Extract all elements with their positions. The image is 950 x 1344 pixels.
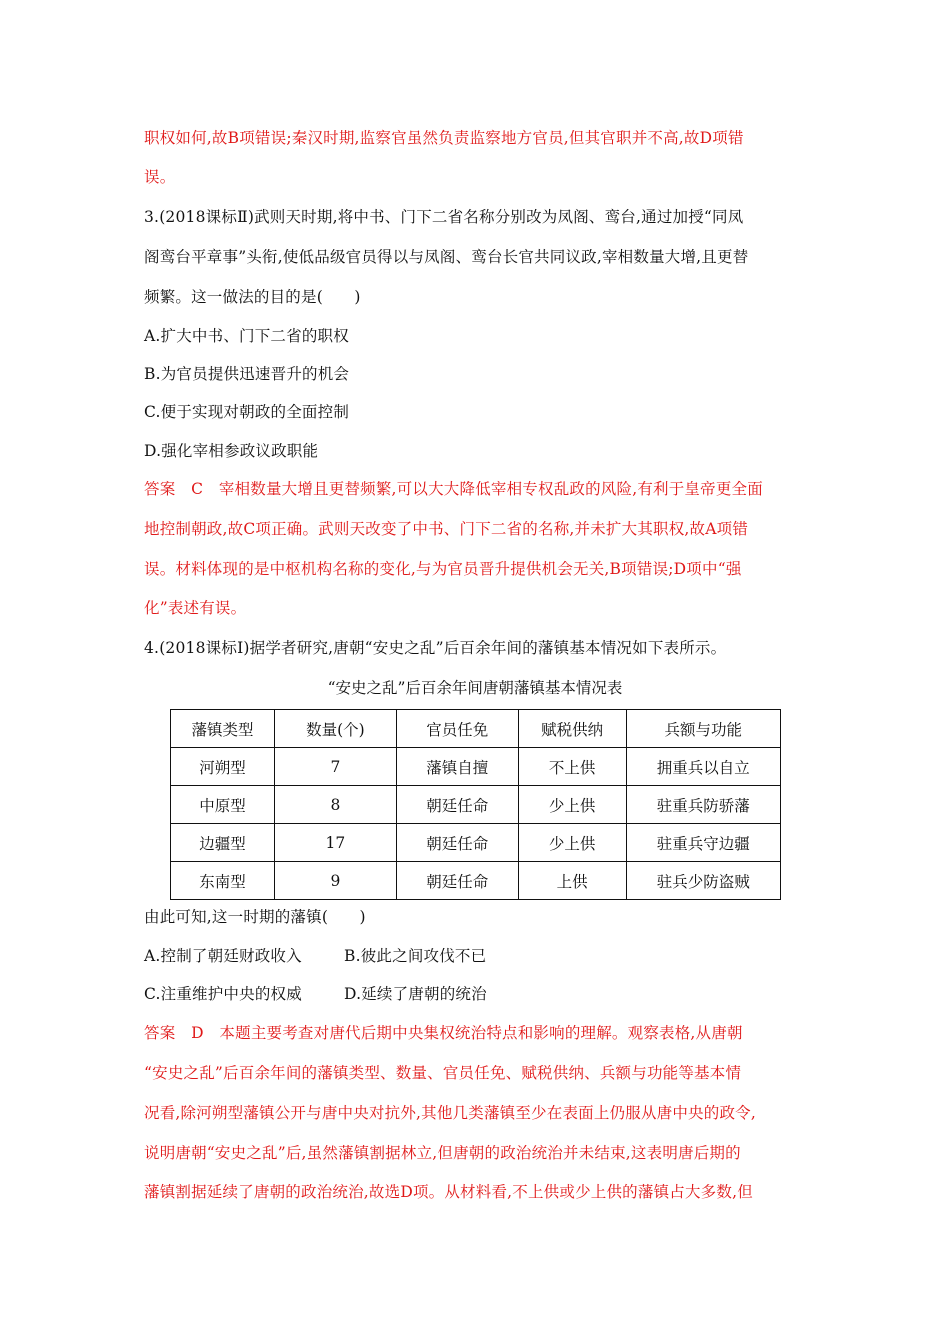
table-header-cell: 数量(个) (274, 710, 396, 748)
table-cell: 朝廷任命 (396, 824, 518, 862)
table-cell: 8 (274, 786, 396, 824)
question3-stem-line-1: 3.(2018课标Ⅱ)武则天时期,将中书、门下二省名称分别改为凤阁、鸾台,通过加授“同凤 (144, 208, 744, 226)
table-cell: 拥重兵以自立 (626, 748, 780, 786)
answer4-line-3: 况看,除河朔型藩镇公开与唐中央对抗外,其他几类藩镇至少在表面上仍服从唐中央的政令, (144, 1104, 756, 1122)
answer4-line-4: 说明唐朝“安史之乱”后,虽然藩镇割据林立,但唐朝的政治统治并未结束,这表明唐后期的 (144, 1144, 741, 1162)
table-cell: 不上供 (518, 748, 626, 786)
question4-stem: 由此可知,这一时期的藩镇( ) (144, 908, 366, 926)
table-cell: 边疆型 (171, 824, 275, 862)
answer2-continuation-line-1: 职权如何,故B项错误;秦汉时期,监察官虽然负责监察地方官员,但其官职并不高,故D项错 (144, 129, 744, 147)
table-header-row (171, 710, 781, 748)
table-cell: 东南型 (171, 862, 275, 900)
question4-options-row-2 (144, 983, 814, 1005)
table-header-cell: 官员任免 (396, 710, 518, 748)
question3-option-c: C.便于实现对朝政的全面控制 (144, 403, 350, 421)
question3-option-a: A.扩大中书、门下二省的职权 (144, 327, 349, 345)
question4-intro: 4.(2018课标Ⅰ)据学者研究,唐朝“安史之乱”后百余年间的藩镇基本情况如下表所示。 (144, 639, 727, 657)
table-caption: “安史之乱”后百余年间唐朝藩镇基本情况表 (327, 679, 623, 697)
answer3-line-3: 误。材料体现的是中枢机构名称的变化,与为官员晋升提供机会无关,B项错误;D项中“强 (144, 560, 742, 578)
answer4-line-5: 藩镇割据延续了唐朝的政治统治,故选D项。从材料看,不上供或少上供的藩镇占大多数,但 (144, 1183, 753, 1201)
answer4-line-1: 答案 D 本题主要考查对唐代后期中央集权统治特点和影响的理解。观察表格,从唐朝 (144, 1024, 743, 1042)
question3-stem-line-2: 阁鸾台平章事”头衔,使低品级官员得以与凤阁、鸾台长官共同议政,宰相数量大增,且更替 (144, 248, 749, 266)
question4-options-row-1 (144, 945, 814, 967)
table-cell: 驻兵少防盗贼 (626, 862, 780, 900)
table-header-cell: 藩镇类型 (171, 710, 275, 748)
table-cell: 河朔型 (171, 748, 275, 786)
answer2-continuation-line-2: 误。 (144, 168, 176, 186)
answer3-line-4: 化”表述有误。 (144, 599, 247, 617)
table-cell: 17 (274, 824, 396, 862)
table-row (171, 786, 781, 824)
table-cell: 驻重兵守边疆 (626, 824, 780, 862)
table-cell: 上供 (518, 862, 626, 900)
question4-option-a: A.控制了朝廷财政收入 (144, 947, 302, 965)
table-cell: 9 (274, 862, 396, 900)
question3-option-b: B.为官员提供迅速晋升的机会 (144, 365, 350, 383)
table-row (171, 824, 781, 862)
table-cell: 少上供 (518, 786, 626, 824)
fanzhen-table (170, 709, 781, 900)
table-cell: 中原型 (171, 786, 275, 824)
question3-option-d: D.强化宰相参政议政职能 (144, 442, 319, 460)
answer3-line-1: 答案 C 宰相数量大增且更替频繁,可以大大降低宰相专权乱政的风险,有利于皇帝更全面 (144, 480, 763, 498)
table-cell: 朝廷任命 (396, 862, 518, 900)
answer3-line-2: 地控制朝政,故C项正确。武则天改变了中书、门下二省的名称,并未扩大其职权,故A项错 (144, 520, 749, 538)
question4-option-b: B.彼此之间攻伐不已 (344, 947, 487, 965)
question3-stem-line-3: 频繁。这一做法的目的是( ) (144, 288, 361, 306)
table-cell: 驻重兵防骄藩 (626, 786, 780, 824)
table-cell: 藩镇自擅 (396, 748, 518, 786)
table-header-cell: 赋税供纳 (518, 710, 626, 748)
table-row (171, 862, 781, 900)
table-row (171, 748, 781, 786)
question4-option-d: D.延续了唐朝的统治 (344, 985, 487, 1003)
table-cell: 少上供 (518, 824, 626, 862)
question4-option-c: C.注重维护中央的权威 (144, 985, 302, 1003)
table-cell: 朝廷任命 (396, 786, 518, 824)
table-header-cell: 兵额与功能 (626, 710, 780, 748)
answer4-line-2: “安史之乱”后百余年间的藩镇类型、数量、官员任免、赋税供纳、兵额与功能等基本情 (144, 1064, 742, 1082)
table-cell: 7 (274, 748, 396, 786)
